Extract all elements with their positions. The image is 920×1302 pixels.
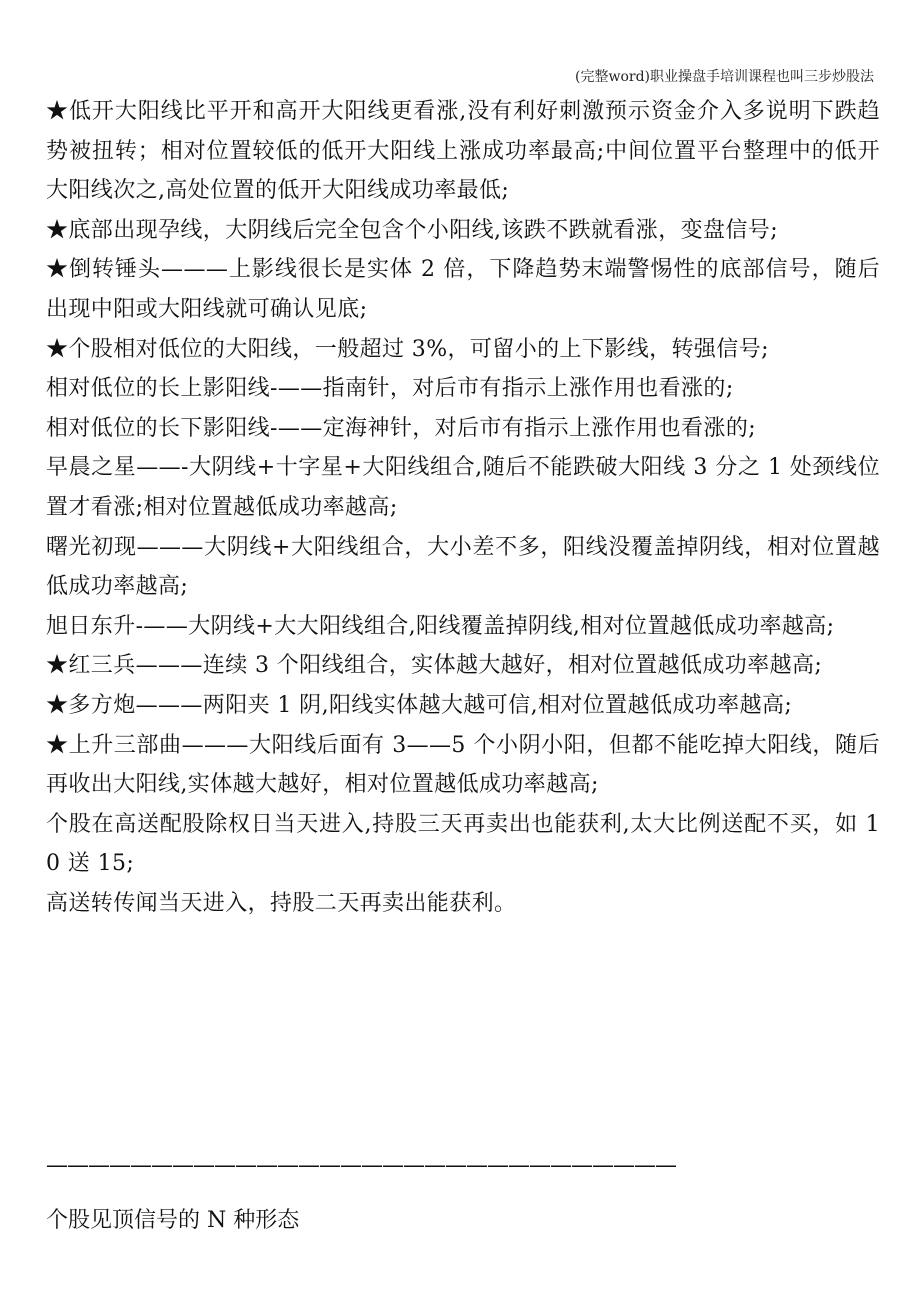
paragraph-piercing-line: 曙光初现———大阴线+大阳线组合，大小差不多，阳线没覆盖掉阴线，相对位置越低成功率越高;: [46, 534, 880, 600]
body-text: [46, 92, 880, 923]
paragraph-low-position-big-yang: ★个股相对低位的大阳线，一般超过 3%，可留小的上下影线，转强信号;: [46, 336, 769, 362]
paragraph-inverted-hammer: ★倒转锤头———上影线很长是实体 2 倍，下降趋势末端警惕性的底部信号，随后出现中阳或大阳线就可确认见底;: [46, 257, 880, 322]
paragraph-rising-sun: 旭日东升-——大阴线+大大阳线组合,阳线覆盖掉阴线,相对位置越低成功率越高;: [46, 613, 835, 639]
paragraph-long-upper-shadow: 相对低位的长上影阳线-——指南针，对后市有指示上涨作用也看涨的;: [46, 376, 734, 402]
running-header: (完整word)职业操盘手培训课程也叫三步炒股法: [575, 69, 874, 85]
paragraph-rising-three-methods: ★上升三部曲———大阳线后面有 3——5 个小阴小阳，但都不能吃掉大阳线，随后再收出大阳线,实体越大越好，相对位置越低成功率越高;: [46, 732, 880, 798]
paragraph-bullish-cannon: ★多方炮———两阳夹 1 阴,阳线实体越大越可信,相对位置越低成功率越高;: [46, 692, 793, 718]
paragraph-harami-bottom: ★底部出现孕线，大阴线后完全包含个小阳线,该跌不跌就看涨，变盘信号;: [46, 217, 779, 243]
paragraph-high-transfer-rumor: 高送转传闻当天进入，持股二天再卖出能获利。: [46, 890, 517, 916]
paragraph-morning-star: 早晨之星——-大阴线+十字星+大阳线组合,随后不能跌破大阳线 3 分之 1 处颈线位置才看涨;相对位置越低成功率越高;: [46, 455, 880, 520]
paragraph-three-white-soldiers: ★红三兵———连续 3 个阳线组合，实体越大越好，相对位置越低成功率越高;: [46, 653, 823, 679]
section-divider: ——————————————————————————————: [46, 1153, 676, 1178]
paragraph-low-open-big-yang: ★低开大阳线比平开和高开大阳线更看涨,没有利好刺激预示资金介入多说明下跌趋势被扭转；相对位置较低的低开大阳线上涨成功率最高;中间位置平台整理中的低开大阳线次之,高处位置的低开大阳线成功率最低;: [46, 99, 880, 204]
paragraph-high-bonus-ex-rights: 个股在高送配股除权日当天进入,持股三天再卖出也能获利,太大比例送配不买，如 10 送 15;: [46, 811, 880, 877]
paragraph-long-lower-shadow: 相对低位的长下影阳线-——定海神针，对后市有指示上涨作用也看涨的;: [46, 415, 757, 441]
section-heading: 个股见顶信号的 N 种形态: [46, 1208, 300, 1233]
